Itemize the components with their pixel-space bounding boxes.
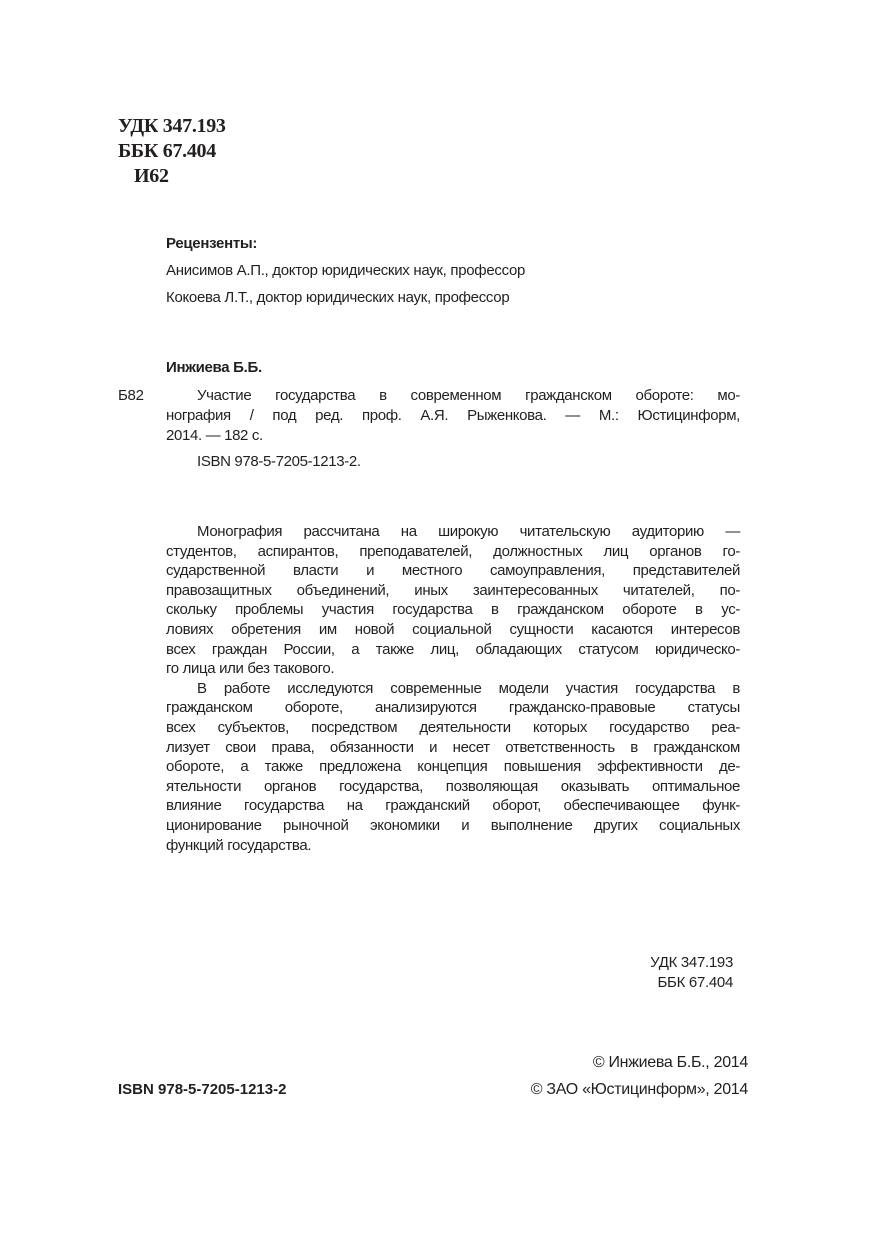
text-line: го лица или без такового. <box>166 660 335 678</box>
reviewers-heading: Рецензенты: <box>166 235 258 252</box>
bib-line: нография / под ред. проф. А.Я. Рыженкова. — М.: Юстицинформ, <box>166 407 740 424</box>
author-code: Б82 <box>118 387 144 404</box>
text-line: ловиях обретения им новой социальной сущности касаются интересов <box>166 620 740 638</box>
author-mark: И62 <box>134 165 169 187</box>
text-line: ционирование рыночной экономики и выполнение других социальных <box>166 816 740 834</box>
text-line: студентов, аспирантов, преподавателей, должностных лиц органов го- <box>166 542 740 560</box>
text-line: гражданском обороте, анализируются гражданско-правовые статусы <box>166 699 740 717</box>
text-line: В работе исследуются современные модели участия государства в <box>197 679 740 697</box>
reviewers-block <box>166 234 525 308</box>
abstract <box>166 522 740 855</box>
text-line: ятельности органов государства, позволяющая оказывать оптимальное <box>166 777 740 795</box>
abstract-paragraph-2 <box>166 679 740 855</box>
reviewer-item: Анисимов А.П., доктор юридических наук, профессор <box>166 262 526 279</box>
bbk-code: ББК 67.404 <box>118 140 216 162</box>
book-author: Инжиева Б.Б. <box>166 359 262 376</box>
abstract-paragraph-1 <box>166 522 740 679</box>
text-line: лизует свои права, обязанности и несет ответственность в гражданском <box>166 738 740 756</box>
text-line: скольку проблемы участия государства в гражданском обороте в ус- <box>166 601 740 619</box>
bib-line: 2014. — 182 с. <box>166 427 263 444</box>
copyright-author: © Инжиева Б.Б., 2014 <box>592 1054 748 1071</box>
text-line: всех субъектов, посредством деятельности которых государство реа- <box>166 718 740 736</box>
classification-block <box>118 114 226 189</box>
reviewer-item: Кокоева Л.Т., доктор юридических наук, профессор <box>166 289 510 306</box>
bib-line: Участие государства в современном гражданском обороте: мо- <box>197 387 740 404</box>
bibliographic-description <box>166 386 740 472</box>
text-line: всех граждан России, а также лиц, обладающих статусом юридическо- <box>166 640 740 658</box>
footer-classification <box>650 953 733 993</box>
copyright-block <box>531 1053 748 1100</box>
footer-isbn: ISBN 978-5-7205-1213-2 <box>118 1081 287 1098</box>
text-line: правозащитных объединений, иных заинтересованных читателей, по- <box>166 581 740 599</box>
footer-bbk: ББК 67.404 <box>657 974 733 991</box>
udk-code: УДК 347.193 <box>118 115 226 137</box>
text-line: влияние государства на гражданский оборот, обеспечивающее функ- <box>166 797 740 815</box>
text-line: обороте, а также предложена концепция повышения эффективности де- <box>166 758 740 776</box>
text-line: Монография рассчитана на широкую читательскую аудиторию — <box>197 523 740 540</box>
bib-isbn: ISBN 978-5-7205-1213-2. <box>197 453 361 470</box>
footer-udk: УДК 347.193 <box>650 954 733 971</box>
text-line: сударственной власти и местного самоуправления, представителей <box>166 562 740 580</box>
copyright-publisher: © ЗАО «Юстицинформ», 2014 <box>530 1081 748 1098</box>
text-line: функций государства. <box>166 836 312 854</box>
